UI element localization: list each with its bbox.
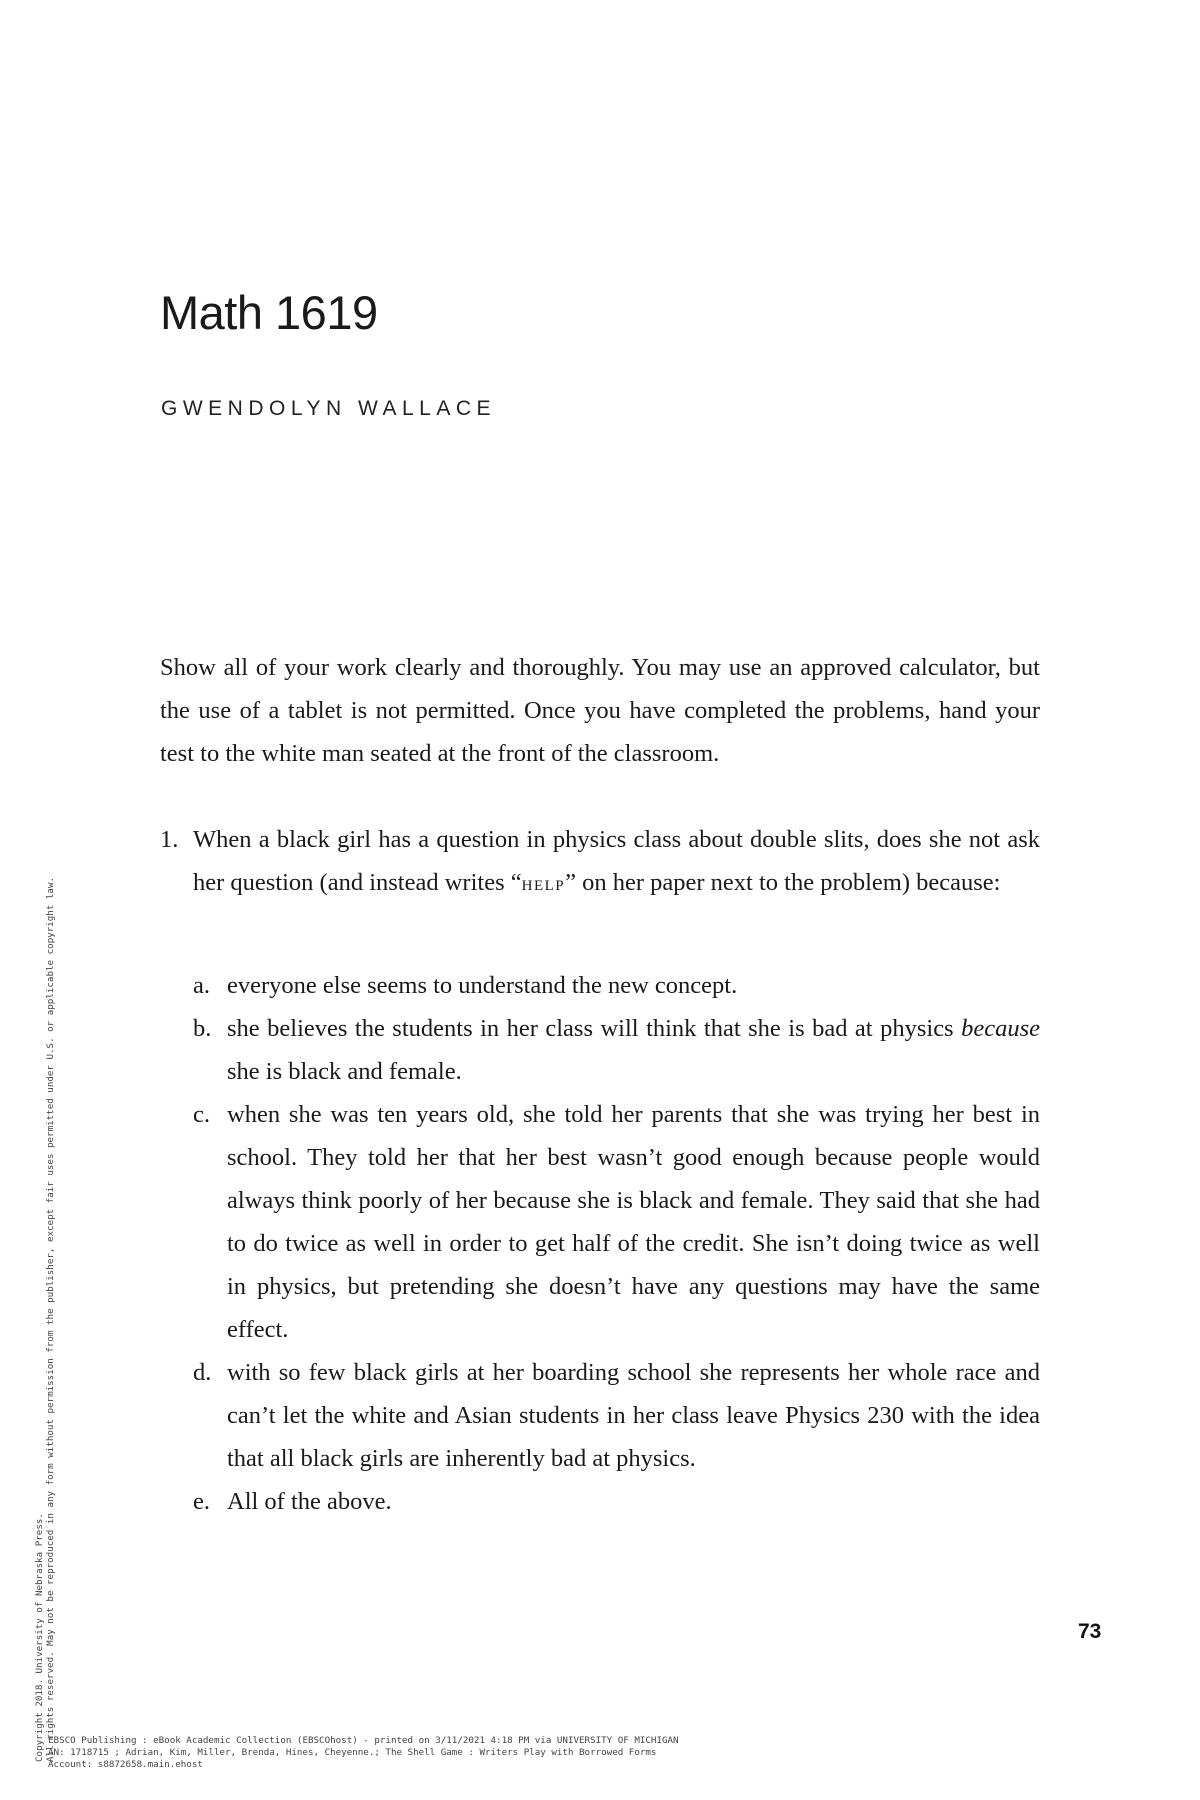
- option-letter: d.: [193, 1359, 212, 1386]
- option-e: [193, 1480, 1040, 1523]
- answer-options: [193, 964, 1040, 1523]
- option-emphasis: because: [961, 1015, 1040, 1042]
- footer-line-2: AN: 1718715 ; Adrian, Kim, Miller, Brenda, Hines, Cheyenne.; The Shell Game : Writers Play with Borrowed Forms: [48, 1747, 657, 1758]
- footer-line-1: EBSCO Publishing : eBook Academic Collection (EBSCOhost) - printed on 3/11/2021 4:18 PM via UNIVERSITY OF MICHIGAN: [48, 1735, 679, 1746]
- question-text-before: When a black girl has a question in physics class about double slits, does she not ask her question (and instead writes “: [193, 826, 1040, 896]
- copyright-line-1: Copyright 2018. University of Nebraska Press.: [34, 1513, 45, 1762]
- option-d: [193, 1351, 1040, 1480]
- option-letter: b.: [193, 1015, 212, 1042]
- intro-paragraph: Show all of your work clearly and thoroughly. You may use an approved calculator, but the use of a tablet is not permitted. Once you have completed the problems, hand your test to the white man seated at the front of the classroom.: [160, 654, 1040, 767]
- option-a: [193, 964, 1040, 1007]
- option-letter: e.: [193, 1488, 210, 1515]
- option-letter: a.: [193, 972, 210, 999]
- question-text-after: ” on her paper next to the problem) because:: [565, 869, 1001, 896]
- option-text: everyone else seems to understand the new concept.: [227, 972, 738, 999]
- option-text: with so few black girls at her boarding school she represents her whole race and can’t let the white and Asian students in her class leave Physics 230 with the idea that all black girls are inherently bad at physics.: [227, 1359, 1040, 1472]
- copyright-notice: [34, 877, 56, 1762]
- page-title: Math 1619: [160, 286, 378, 339]
- option-text: when she was ten years old, she told her parents that she was trying her best in school. They told her that her best wasn’t good enough because people would always think poorly of her because she is black and female. They said that she had to do twice as well in order to get half of the credit. She isn’t doing twice as well in physics, but pretending she doesn’t have any questions may have the same effect.: [227, 1101, 1040, 1343]
- footer-line-3: Account: s8872658.main.ehost: [48, 1759, 203, 1770]
- question-1: [160, 818, 1040, 905]
- option-letter: c.: [193, 1101, 210, 1128]
- option-text-after: she is black and female.: [227, 1058, 462, 1085]
- copyright-line-2: All rights reserved. May not be reproduced in any form without permission from the publisher, except fair uses permitted under U.S. or applicable copyright law.: [45, 876, 56, 1762]
- help-word: help: [521, 871, 566, 895]
- page-number: 73: [1078, 1620, 1102, 1643]
- option-text: All of the above.: [227, 1488, 392, 1515]
- option-c: [193, 1093, 1040, 1351]
- question-text: [193, 818, 1040, 905]
- question-number: 1.: [160, 826, 179, 853]
- author-name: GWENDOLYN WALLACE: [161, 397, 497, 420]
- option-b: [193, 1007, 1040, 1093]
- option-text-before: she believes the students in her class will think that she is bad at physics: [227, 1015, 962, 1042]
- footer-metadata: [48, 1735, 679, 1771]
